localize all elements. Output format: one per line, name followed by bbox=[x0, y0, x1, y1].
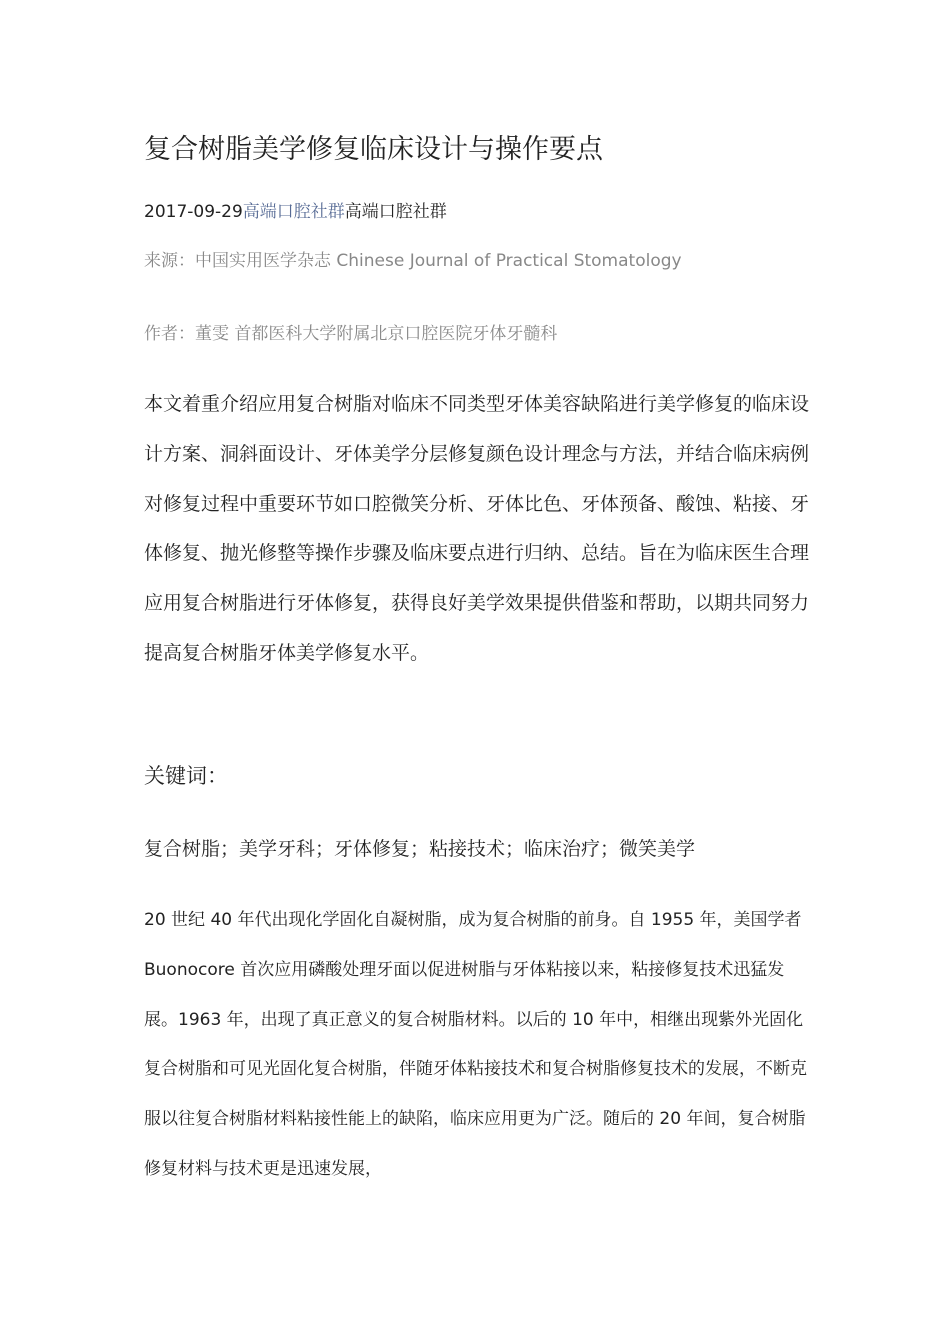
article-title: 复合树脂美学修复临床设计与操作要点 bbox=[144, 134, 603, 165]
account-link[interactable]: 高端口腔社群 bbox=[242, 202, 345, 222]
source-line: 来源：中国实用医学杂志 Chinese Journal of Practical Stomatology bbox=[144, 251, 682, 271]
body-paragraph: 20 世纪 40 年代出现化学固化自凝树脂，成为复合树脂的前身。自 1955 年，美国学者 Buonocore 首次应用磷酸处理牙面以促进树脂与牙体粘接以来，粘接修复技术迅猛发展。1963 年，出现了真正意义的复合树脂材料。以后的 10 年中，相继出现紫外光固化复合树脂和可见光固化复合树脂，伴随牙体粘接技术和复合树脂修复技术的发展，不断克服以往复合树脂材料粘接性能上的缺陷，临床应用更为广泛。随后的 20 年间，复合树脂修复材料与技术更是迅速发展， bbox=[144, 910, 807, 1179]
keywords-list: 复合树脂；美学牙科；牙体修复；粘接技术；临床治疗；微笑美学 bbox=[144, 838, 696, 860]
abstract-paragraph: 本文着重介绍应用复合树脂对临床不同类型牙体美容缺陷进行美学修复的临床设计方案、洞斜面设计、牙体美学分层修复颜色设计理念与方法，并结合临床病例对修复过程中重要环节如口腔微笑分析、牙体比色、牙体预备、酸蚀、粘接、牙体修复、抛光修整等操作步骤及临床要点进行归纳、总结。旨在为临床医生合理应用复合树脂进行牙体修复，获得良好美学效果提供借鉴和帮助，以期共同努力提高复合树脂牙体美学修复水平。 bbox=[144, 393, 810, 664]
publish-date: 2017-09-29 bbox=[144, 202, 243, 222]
article-meta bbox=[144, 198, 447, 226]
account-name: 高端口腔社群 bbox=[344, 202, 447, 222]
author-line: 作者：董雯 首都医科大学附属北京口腔医院牙体牙髓科 bbox=[144, 324, 558, 344]
keywords-heading: 关键词： bbox=[144, 764, 228, 788]
